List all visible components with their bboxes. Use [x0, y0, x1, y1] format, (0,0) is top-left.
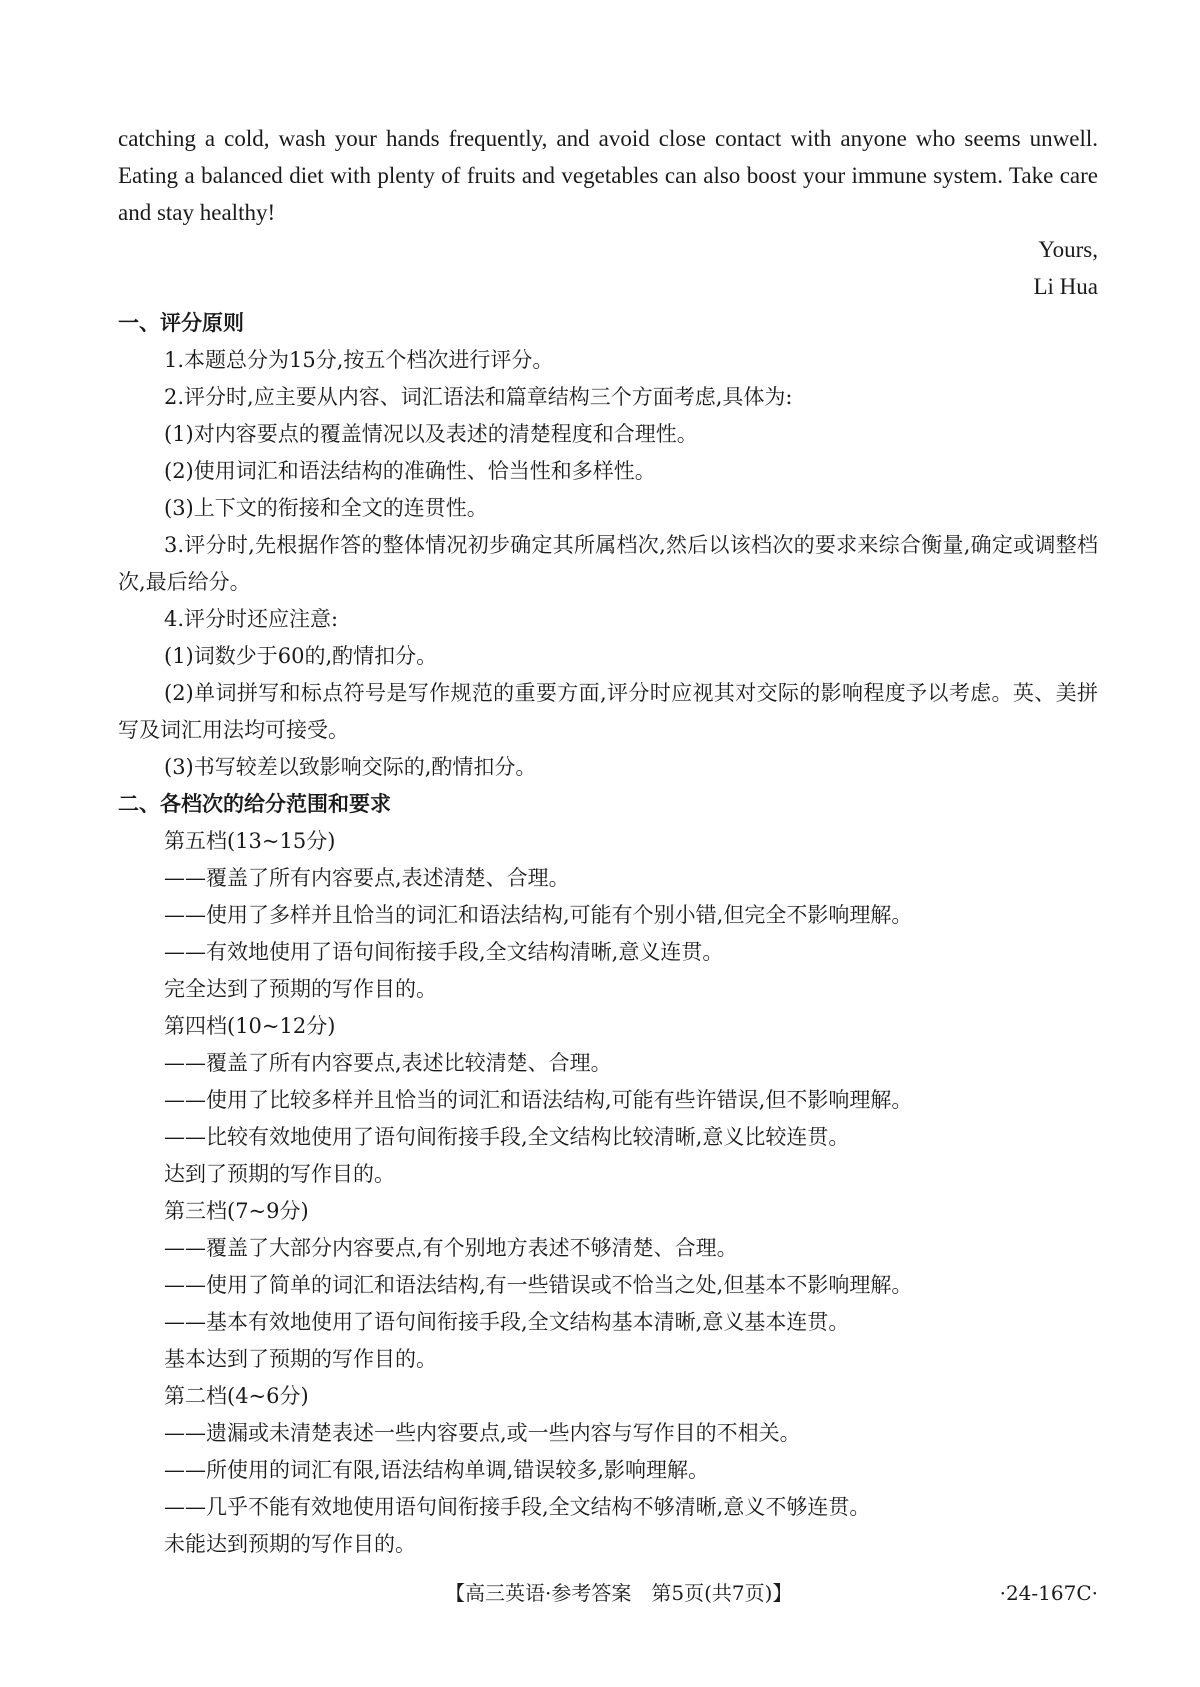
- footer-page-info: 【高三英语·参考答案 第5页(共7页)】: [445, 1581, 793, 1605]
- level-point: ——覆盖了大部分内容要点,有个别地方表述不够清楚、合理。: [164, 1236, 738, 1260]
- level-point: ——使用了比较多样并且恰当的词汇和语法结构,可能有些许错误,但不影响理解。: [164, 1088, 913, 1112]
- level-point: ——有效地使用了语句间衔接手段,全文结构清晰,意义连贯。: [164, 940, 724, 964]
- level-block-2: [118, 1378, 1098, 1563]
- level-block-4: [118, 1008, 1098, 1193]
- footer-doc-code: ·24-167C·: [999, 1581, 1098, 1605]
- level-summary: 完全达到了预期的写作目的。: [164, 977, 437, 1001]
- letter-closing-block: [118, 231, 1098, 305]
- principle-item: (1)对内容要点的覆盖情况以及表述的清楚程度和合理性。: [164, 422, 698, 446]
- level-point: ——覆盖了所有内容要点,表述清楚、合理。: [164, 866, 570, 890]
- level-point: ——覆盖了所有内容要点,表述比较清楚、合理。: [164, 1051, 612, 1075]
- principle-item: (3)上下文的衔接和全文的连贯性。: [164, 496, 488, 520]
- principle-item: (2)单词拼写和标点符号是写作规范的重要方面,评分时应视其对交际的影响程度予以考虑。英、美拼写及词汇用法均可接受。: [118, 681, 1098, 742]
- level-block-5: [118, 823, 1098, 1008]
- page-footer: [0, 1577, 1200, 1609]
- section-title-principles: 一、评分原则: [118, 311, 244, 335]
- principle-item: 2.评分时,应主要从内容、词汇语法和篇章结构三个方面考虑,具体为:: [164, 385, 793, 409]
- level-block-3: [118, 1193, 1098, 1378]
- level-summary: 未能达到预期的写作目的。: [164, 1532, 416, 1556]
- scoring-principles-section: [118, 305, 1098, 786]
- sample-letter: [118, 120, 1098, 305]
- principle-item: (2)使用词汇和语法结构的准确性、恰当性和多样性。: [164, 459, 656, 483]
- level-point: ——所使用的词汇有限,语法结构单调,错误较多,影响理解。: [164, 1458, 710, 1482]
- level-summary: 基本达到了预期的写作目的。: [164, 1347, 437, 1371]
- principle-item: (3)书写较差以致影响交际的,酌情扣分。: [164, 755, 537, 779]
- level-point: ——使用了简单的词汇和语法结构,有一些错误或不恰当之处,但基本不影响理解。: [164, 1273, 913, 1297]
- level-heading: 第五档(13~15分): [164, 829, 336, 853]
- principle-item: (1)词数少于60的,酌情扣分。: [164, 644, 438, 668]
- level-point: ——基本有效地使用了语句间衔接手段,全文结构基本清晰,意义基本连贯。: [164, 1310, 850, 1334]
- level-point: ——使用了多样并且恰当的词汇和语法结构,可能有个别小错,但完全不影响理解。: [164, 903, 913, 927]
- letter-closing: Yours,: [1038, 237, 1098, 262]
- score-levels-section: [118, 786, 1098, 1563]
- principle-item: 4.评分时还应注意:: [164, 607, 339, 631]
- level-point: ——几乎不能有效地使用语句间衔接手段,全文结构不够清晰,意义不够连贯。: [164, 1495, 871, 1519]
- level-heading: 第二档(4~6分): [164, 1384, 309, 1408]
- principle-item: 1.本题总分为15分,按五个档次进行评分。: [164, 348, 554, 372]
- letter-body: catching a cold, wash your hands frequently, and avoid close contact with anyone who seems unwell. Eating a balanced diet with plenty of fruits and vegetables can also boost your immune system. Take care and stay healthy!: [118, 126, 1098, 225]
- letter-signature: Li Hua: [1033, 274, 1098, 299]
- level-summary: 达到了预期的写作目的。: [164, 1162, 395, 1186]
- level-point: ——遗漏或未清楚表述一些内容要点,或一些内容与写作目的不相关。: [164, 1421, 801, 1445]
- section-title-levels: 二、各档次的给分范围和要求: [118, 792, 391, 816]
- level-heading: 第三档(7~9分): [164, 1199, 309, 1223]
- level-point: ——比较有效地使用了语句间衔接手段,全文结构比较清晰,意义比较连贯。: [164, 1125, 850, 1149]
- level-heading: 第四档(10~12分): [164, 1014, 336, 1038]
- answer-page: [118, 120, 1098, 1563]
- principle-item: 3.评分时,先根据作答的整体情况初步确定其所属档次,然后以该档次的要求来综合衡量,确定或调整档次,最后给分。: [118, 533, 1098, 594]
